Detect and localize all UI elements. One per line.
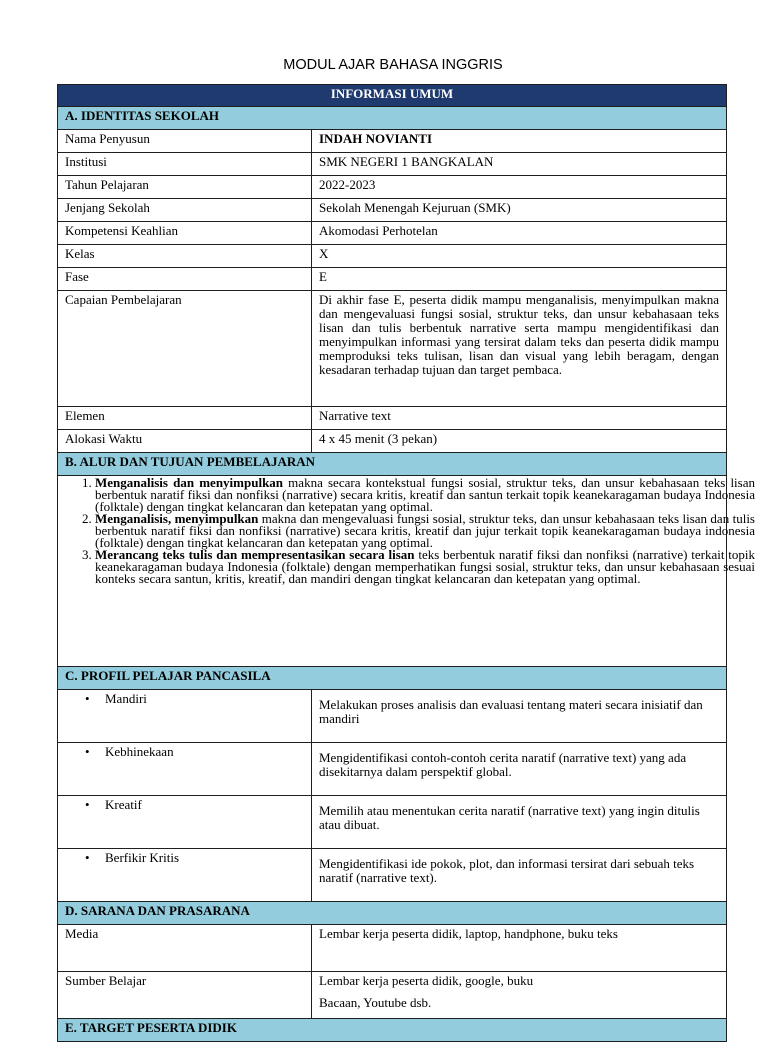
table-row xyxy=(58,176,727,199)
field-label: Sumber Belajar xyxy=(58,972,312,1019)
profile-desc: Mengidentifikasi ide pokok, plot, dan informasi tersirat dari sebuah teks naratif (narrative text). xyxy=(312,849,727,902)
goal-keyword: Menganalisis, menyimpulkan xyxy=(95,511,259,526)
section-d-row xyxy=(58,902,727,925)
source-line: Bacaan, Youtube dsb. xyxy=(319,995,432,1010)
field-value: X xyxy=(312,245,727,268)
section-a-row xyxy=(58,107,727,130)
table-row xyxy=(58,222,727,245)
field-label: Kelas xyxy=(58,245,312,268)
profile-label: • Mandiri xyxy=(105,692,304,706)
field-value: Narrative text xyxy=(312,407,727,430)
field-label: Media xyxy=(58,925,312,972)
section-heading-sarana: D. SARANA DAN PRASARANA xyxy=(58,902,727,925)
field-value: Lembar kerja peserta didik, laptop, handphone, buku teks xyxy=(312,925,727,972)
profile-label-cell xyxy=(58,690,312,743)
goals-cell xyxy=(58,475,756,667)
field-value: 4 x 45 menit (3 pekan) xyxy=(312,430,727,453)
field-label: Institusi xyxy=(58,153,312,176)
table-row xyxy=(58,743,727,796)
general-info-header-row xyxy=(58,85,727,107)
list-item xyxy=(95,513,755,549)
field-label: Alokasi Waktu xyxy=(58,430,312,453)
section-heading-identitas: A. IDENTITAS SEKOLAH xyxy=(58,107,727,130)
table-row xyxy=(58,130,727,153)
profile-label: • Kreatif xyxy=(105,798,304,812)
field-label: Capaian Pembelajaran xyxy=(58,291,312,407)
list-item xyxy=(95,477,755,513)
field-label: Jenjang Sekolah xyxy=(58,199,312,222)
table-row xyxy=(58,291,727,407)
field-label: Kompetensi Keahlian xyxy=(58,222,312,245)
table-row xyxy=(58,796,727,849)
source-line: Lembar kerja peserta didik, google, buku xyxy=(319,973,534,988)
table-row xyxy=(58,972,727,1019)
module-table xyxy=(57,84,756,1042)
table-row xyxy=(58,245,727,268)
goal-text: teks berbentuk naratif fiksi dan nonfiksi (narrative) terkait topik keanekaragaman budaya Indonesia (folktale) dengan memperhatikan fungsi sosial, struktur teks, dan unsur kebahasaan sesuai konteks secara santun, kritis, kreatif, dan mandiri dengan tingkat kelancaran dan ketepatan yang optimal. xyxy=(95,547,755,586)
field-value: E xyxy=(312,268,727,291)
general-info-header: INFORMASI UMUM xyxy=(58,85,727,107)
table-row xyxy=(58,199,727,222)
section-heading-target: E. TARGET PESERTA DIDIK xyxy=(58,1019,727,1042)
page-title: MODUL AJAR BAHASA INGGRIS xyxy=(283,57,503,73)
section-heading-profil: C. PROFIL PELAJAR PANCASILA xyxy=(58,667,727,690)
section-c-row xyxy=(58,667,727,690)
table-row xyxy=(58,407,727,430)
table-row xyxy=(58,925,727,972)
field-value: INDAH NOVIANTI xyxy=(312,130,727,153)
field-value: 2022-2023 xyxy=(312,176,727,199)
field-label: Tahun Pelajaran xyxy=(58,176,312,199)
list-item xyxy=(95,549,755,585)
goals-list xyxy=(65,477,755,585)
profile-label-cell xyxy=(58,849,312,902)
table-row xyxy=(58,690,727,743)
table-row xyxy=(58,430,727,453)
goal-text: makna dan mengevaluasi fungsi sosial, struktur teks, dan unsur kebahasaan teks lisan dan tulis berbentuk naratif fiksi dan nonfiksi (narrative) secara kritis, kreatif dan jujur terkait topik keanekaragaman budaya indonesia (folktale) dengan tingkat kelancaran dan ketepatan yang optimal. xyxy=(95,511,755,550)
profile-label-cell xyxy=(58,796,312,849)
field-label: Fase xyxy=(58,268,312,291)
field-label: Elemen xyxy=(58,407,312,430)
goal-text: makna secara kontekstual fungsi sosial, struktur teks, dan unsur kebahasaan teks lisan berbentuk naratif fiksi dan nonfiksi (narrative) secara kritis, kreatif dan santun terkait topik keanekaragaman budaya Indonesia (folktale) dengan tingkat kelancaran dan ketepatan yang optimal. xyxy=(95,475,756,514)
field-value: Sekolah Menengah Kejuruan (SMK) xyxy=(312,199,727,222)
table-row xyxy=(58,476,727,667)
field-value: SMK NEGERI 1 BANGKALAN xyxy=(312,153,727,176)
field-label: Nama Penyusun xyxy=(58,130,312,153)
profile-label: • Berfikir Kritis xyxy=(105,851,304,865)
capaian-text: Di akhir fase E, peserta didik mampu menganalisis, menyimpulkan makna dan mengevaluasi fungsi sosial, struktur teks, dan unsur kebahasaan teks lisan dan tulis berbentuk narrative serta mampu mengidentifikasi dan menyimpulkan informasi yang tersirat dalam teks dan peserta didik mampu memproduksi teks tulisan, lisan dan visual yang lebih beragam, dengan kesadaran terhadap tujuan dan target pembaca. xyxy=(312,291,727,407)
source-cell xyxy=(312,972,727,1019)
goal-keyword: Merancang teks tulis dan mempresentasikan secara lisan xyxy=(95,547,415,562)
profile-desc: Mengidentifikasi contoh-contoh cerita naratif (narrative text) yang ada disekitarnya dalam perspektif global. xyxy=(312,743,727,796)
table-row xyxy=(58,849,727,902)
profile-label-cell xyxy=(58,743,312,796)
goal-keyword: Menganalisis dan menyimpulkan xyxy=(95,475,284,490)
profile-desc: Melakukan proses analisis dan evaluasi tentang materi secara inisiatif dan mandiri xyxy=(312,690,727,743)
field-value: Akomodasi Perhotelan xyxy=(312,222,727,245)
section-b-row xyxy=(58,453,727,476)
profile-label: • Kebhinekaan xyxy=(105,745,304,759)
section-e-row xyxy=(58,1019,727,1042)
table-row xyxy=(58,268,727,291)
table-row xyxy=(58,153,727,176)
profile-desc: Memilih atau menentukan cerita naratif (narrative text) yang ingin ditulis atau dibuat. xyxy=(312,796,727,849)
section-heading-tujuan: B. ALUR DAN TUJUAN PEMBELAJARAN xyxy=(58,453,727,476)
